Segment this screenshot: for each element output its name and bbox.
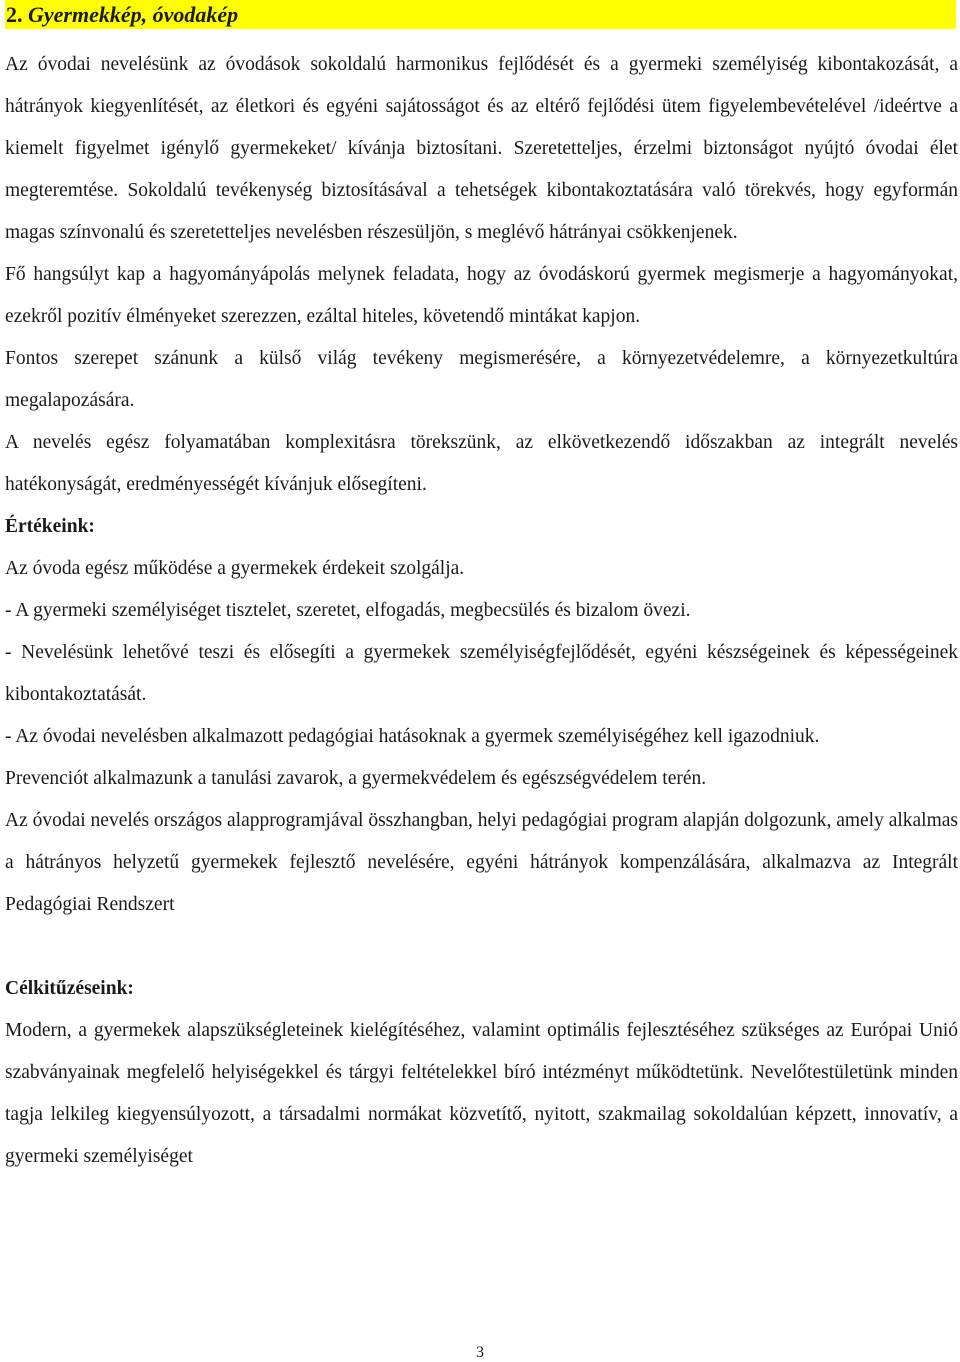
section-heading [5, 0, 956, 29]
document-body [5, 44, 958, 1178]
values-heading: Értékeink: [5, 516, 95, 537]
values-item: Prevenciót alkalmazunk a tanulási zavarok, a gyermekvédelem és egészségvédelem terén. [5, 768, 707, 789]
integration-paragraph: A nevelés egész folyamatában komplexitásra törekszünk, az elkövetkezendő időszakban az integrált nevelés hatékonyságát, eredményességét kívánjuk elősegíteni. [5, 432, 958, 495]
goals-heading: Célkitűzéseink: [5, 978, 134, 999]
values-item: Az óvodai nevelés országos alapprogramjával összhangban, helyi pedagógiai program alapján dolgozunk, amely alkalmas a hátrányos helyzetű gyermekek fejlesztő nevelésére, egyéni hátrányok kompenzálására, alkalmazva az Integrált Pedagógiai Rendszert [5, 810, 959, 915]
values-item: - Nevelésünk lehetővé teszi és elősegíti a gyermekek személyiségfejlődését, egyéni készségeinek és képességeinek kibontakoztatását. [5, 642, 958, 705]
goals-paragraph: Modern, a gyermekek alapszükségleteinek kielégítéséhez, valamint optimális fejlesztéséhez szükséges az Európai Unió szabványainak megfelelő helyiségekkel és tárgyi feltételekkel bíró intézményt működtetünk. Nevelőtestületünk minden tagja lelkileg kiegyensúlyozott, a társadalmi normákat közvetítő, nyitott, szakmailag sokoldalúan képzett, innovatív, a gyermeki személyiséget [5, 1020, 958, 1167]
section-spacer [5, 926, 958, 968]
section-number: 2. [6, 2, 23, 27]
values-item: Az óvoda egész működése a gyermekek érdekeit szolgálja. [5, 558, 465, 579]
tradition-paragraph: Fő hangsúlyt kap a hagyományápolás melynek feladata, hogy az óvodáskorú gyermek megismerje a hagyományokat, ezekről pozitív élményeket szerezzen, ezáltal hiteles, követendő mintákat kapjon. [5, 264, 958, 327]
values-item: - A gyermeki személyiséget tisztelet, szeretet, elfogadás, megbecsülés és bizalom övezi. [5, 600, 691, 621]
values-item: - Az óvodai nevelésben alkalmazott pedagógiai hatásoknak a gyermek személyiségéhez kell igazodniuk. [5, 726, 820, 747]
environment-paragraph: Fontos szerepet szánunk a külső világ tevékeny megismerésére, a környezetvédelemre, a környezetkultúra megalapozására. [5, 348, 958, 411]
intro-paragraph: Az óvodai nevelésünk az óvodások sokoldalú harmonikus fejlődését és a gyermeki személyiség kibontakozását, a hátrányok kiegyenlítését, az életkori és egyéni sajátosságot és az eltérő fejlődési ütem figyelembevételével /ideértve a kiemelt figyelmet igénylő gyermekeket/ kívánja biztosítani. Szeretetteljes, érzelmi biztonságot nyújtó óvodai élet megteremtése. Sokoldalú tevékenység biztosításával a tehetségek kibontakoztatására való törekvés, hogy egyformán magas színvonalú és szeretetteljes nevelésben részesüljön, s meglévő hátrányai csökkenjenek. [5, 54, 958, 243]
section-title: Gyermekkép, óvodakép [28, 2, 239, 27]
page-number: 3 [476, 1344, 484, 1361]
